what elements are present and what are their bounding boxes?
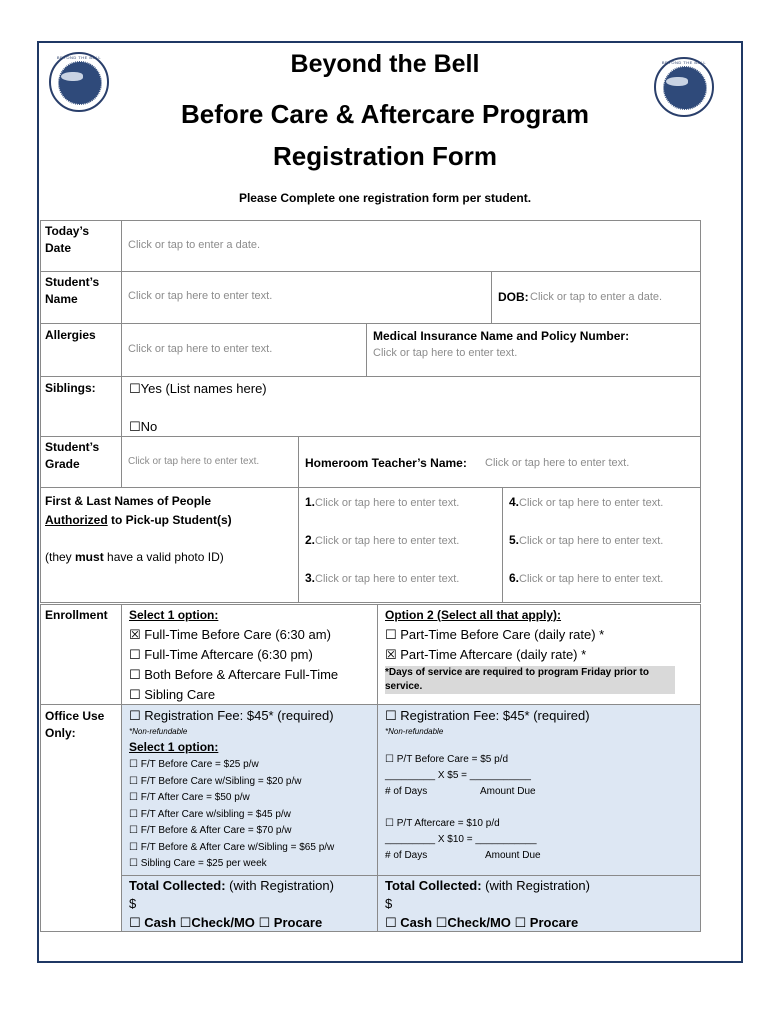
- office-use-label: Office Use Only:: [45, 709, 105, 740]
- pickup-num-2: 2.: [305, 533, 316, 547]
- pt-after-days-label: # of Days: [385, 850, 428, 861]
- total-label-right: Total Collected:: [385, 878, 482, 893]
- total-label-left: Total Collected:: [129, 878, 226, 893]
- fee-ft-after[interactable]: ☐ F/T After Care = $50 p/w: [129, 792, 250, 803]
- non-refundable-right: *Non-refundable: [385, 727, 444, 736]
- office-reg-fee-left[interactable]: ☐ Registration Fee: $45* (required): [129, 708, 334, 723]
- pickup-name-6[interactable]: [509, 571, 663, 585]
- total-note-right: (with Registration): [481, 878, 590, 893]
- fulltime-before-checkbox[interactable]: ☒ Full-Time Before Care (6:30 am): [129, 627, 331, 642]
- pickup-num-4: 4.: [509, 495, 520, 509]
- service-days-note: *Days of service are required to program Friday prior to service.: [385, 666, 675, 694]
- allergies-label: Allergies: [45, 328, 96, 342]
- fee-ft-before-after[interactable]: ☐ F/T Before & After Care = $70 p/w: [129, 825, 292, 836]
- homeroom-placeholder[interactable]: Click or tap here to enter text.: [485, 457, 630, 469]
- pickup-note: [45, 550, 224, 564]
- pickup-1-placeholder[interactable]: Click or tap here to enter text.: [315, 497, 460, 509]
- fee-ft-before[interactable]: ☐ F/T Before Care = $25 p/w: [129, 759, 259, 770]
- allergies-placeholder[interactable]: Click or tap here to enter text.: [128, 343, 273, 355]
- pickup-note-a: (they: [45, 550, 76, 564]
- parttime-before-checkbox[interactable]: ☐ Part-Time Before Care (daily rate) *: [385, 627, 605, 642]
- fee-ft-before-sibling[interactable]: ☐ F/T Before Care w/Sibling = $20 p/w: [129, 775, 302, 787]
- dollar-left[interactable]: $: [129, 896, 137, 911]
- pickup-num-6: 6.: [509, 571, 520, 585]
- fee-sibling-care[interactable]: ☐ Sibling Care = $25 per week: [129, 858, 267, 869]
- pickup-5-placeholder[interactable]: Click or tap here to enter text.: [519, 535, 664, 547]
- pickup-3-placeholder[interactable]: Click or tap here to enter text.: [315, 573, 460, 585]
- total-collected-right: [385, 878, 590, 893]
- enrollment-option1-title: Select 1 option:: [129, 608, 219, 622]
- pt-after-calc[interactable]: _________ X $10 = ___________: [385, 834, 537, 845]
- medical-insurance-placeholder[interactable]: Click or tap here to enter text.: [373, 347, 518, 359]
- parttime-after-checkbox[interactable]: ☒ Part-Time Aftercare (daily rate) *: [385, 647, 587, 662]
- medical-insurance-label: Medical Insurance Name and Policy Number:: [373, 329, 630, 343]
- pickup-note-must: must: [75, 550, 104, 564]
- student-name-label: Student’s Name: [45, 275, 100, 306]
- homeroom-label: Homeroom Teacher’s Name:: [305, 456, 467, 470]
- pickup-label-rest: to Pick-up Student(s): [107, 513, 232, 527]
- todays-date-label: Today’s Date: [45, 224, 90, 255]
- total-note-left: (with Registration): [225, 878, 334, 893]
- pickup-label-line2: [45, 513, 232, 527]
- siblings-label: Siblings:: [45, 381, 96, 395]
- authorized-word: Authorized: [45, 513, 108, 527]
- form-title: Registration Form: [273, 141, 497, 171]
- instruction-text: Please Complete one registration form per student.: [238, 191, 532, 205]
- pickup-name-5[interactable]: [509, 533, 663, 547]
- student-name-placeholder[interactable]: Click or tap here to enter text.: [128, 290, 273, 302]
- both-fulltime-checkbox[interactable]: ☐ Both Before & Aftercare Full-Time: [129, 667, 339, 682]
- dollar-right[interactable]: $: [385, 896, 393, 911]
- total-collected-left: [129, 878, 334, 893]
- dob-placeholder[interactable]: Click or tap to enter a date.: [530, 291, 663, 303]
- fee-ft-before-after-sibling[interactable]: ☐ F/T Before & After Care w/Sibling = $65 p/w: [129, 841, 335, 853]
- pickup-name-3[interactable]: [305, 571, 459, 585]
- pt-before-calc[interactable]: _________ X $5 = ___________: [385, 770, 531, 781]
- pickup-num-1: 1.: [305, 495, 316, 509]
- student-grade-placeholder[interactable]: Click or tap here to enter text.: [128, 456, 260, 467]
- fulltime-after-checkbox[interactable]: ☐ Full-Time Aftercare (6:30 pm): [129, 647, 313, 662]
- pickup-name-1[interactable]: [305, 495, 459, 509]
- pickup-note-c: have a valid photo ID): [103, 550, 224, 564]
- pickup-num-5: 5.: [509, 533, 520, 547]
- pt-before-days-label: # of Days: [385, 786, 428, 797]
- logo-text: BEYOND THE BELL: [56, 55, 102, 60]
- pickup-2-placeholder[interactable]: Click or tap here to enter text.: [315, 535, 460, 547]
- non-refundable-left: *Non-refundable: [129, 727, 188, 736]
- todays-date-placeholder[interactable]: Click or tap to enter a date.: [128, 239, 261, 251]
- program-subtitle: Before Care & Aftercare Program: [181, 99, 589, 129]
- pickup-name-2[interactable]: [305, 533, 459, 547]
- office-select1-title: Select 1 option:: [129, 740, 219, 754]
- pickup-num-3: 3.: [305, 571, 316, 585]
- enrollment-label: Enrollment: [45, 608, 108, 622]
- payment-method-left[interactable]: ☐ Cash ☐Check/MO ☐ Procare: [129, 915, 323, 930]
- sibling-care-checkbox[interactable]: ☐ Sibling Care: [129, 687, 216, 702]
- pickup-6-placeholder[interactable]: Click or tap here to enter text.: [519, 573, 664, 585]
- pickup-4-placeholder[interactable]: Click or tap here to enter text.: [519, 497, 664, 509]
- logo-text: BEYOND THE BELL: [661, 60, 707, 65]
- payment-method-right[interactable]: ☐ Cash ☐Check/MO ☐ Procare: [385, 915, 579, 930]
- enrollment-option2-title: Option 2 (Select all that apply):: [385, 608, 562, 622]
- siblings-yes-checkbox[interactable]: ☐Yes (List names here): [129, 381, 267, 396]
- pt-after-fee[interactable]: ☐ P/T Aftercare = $10 p/d: [385, 818, 500, 829]
- office-fee-list: [129, 757, 334, 873]
- student-grade-label: Student’s Grade: [45, 440, 100, 471]
- dob-label: DOB:: [498, 290, 529, 304]
- program-title: Beyond the Bell: [290, 50, 480, 78]
- office-reg-fee-right[interactable]: ☐ Registration Fee: $45* (required): [385, 708, 590, 723]
- pickup-name-4[interactable]: [509, 495, 663, 509]
- siblings-no-checkbox[interactable]: ☐No: [129, 419, 158, 434]
- pt-after-amount-label: Amount Due: [485, 850, 541, 861]
- fee-ft-after-sibling[interactable]: ☐ F/T After Care w/sibling = $45 p/w: [129, 808, 291, 820]
- pickup-label-line1: First & Last Names of People: [45, 494, 212, 508]
- pt-before-amount-label: Amount Due: [480, 786, 536, 797]
- pt-before-fee[interactable]: ☐ P/T Before Care = $5 p/d: [385, 754, 509, 765]
